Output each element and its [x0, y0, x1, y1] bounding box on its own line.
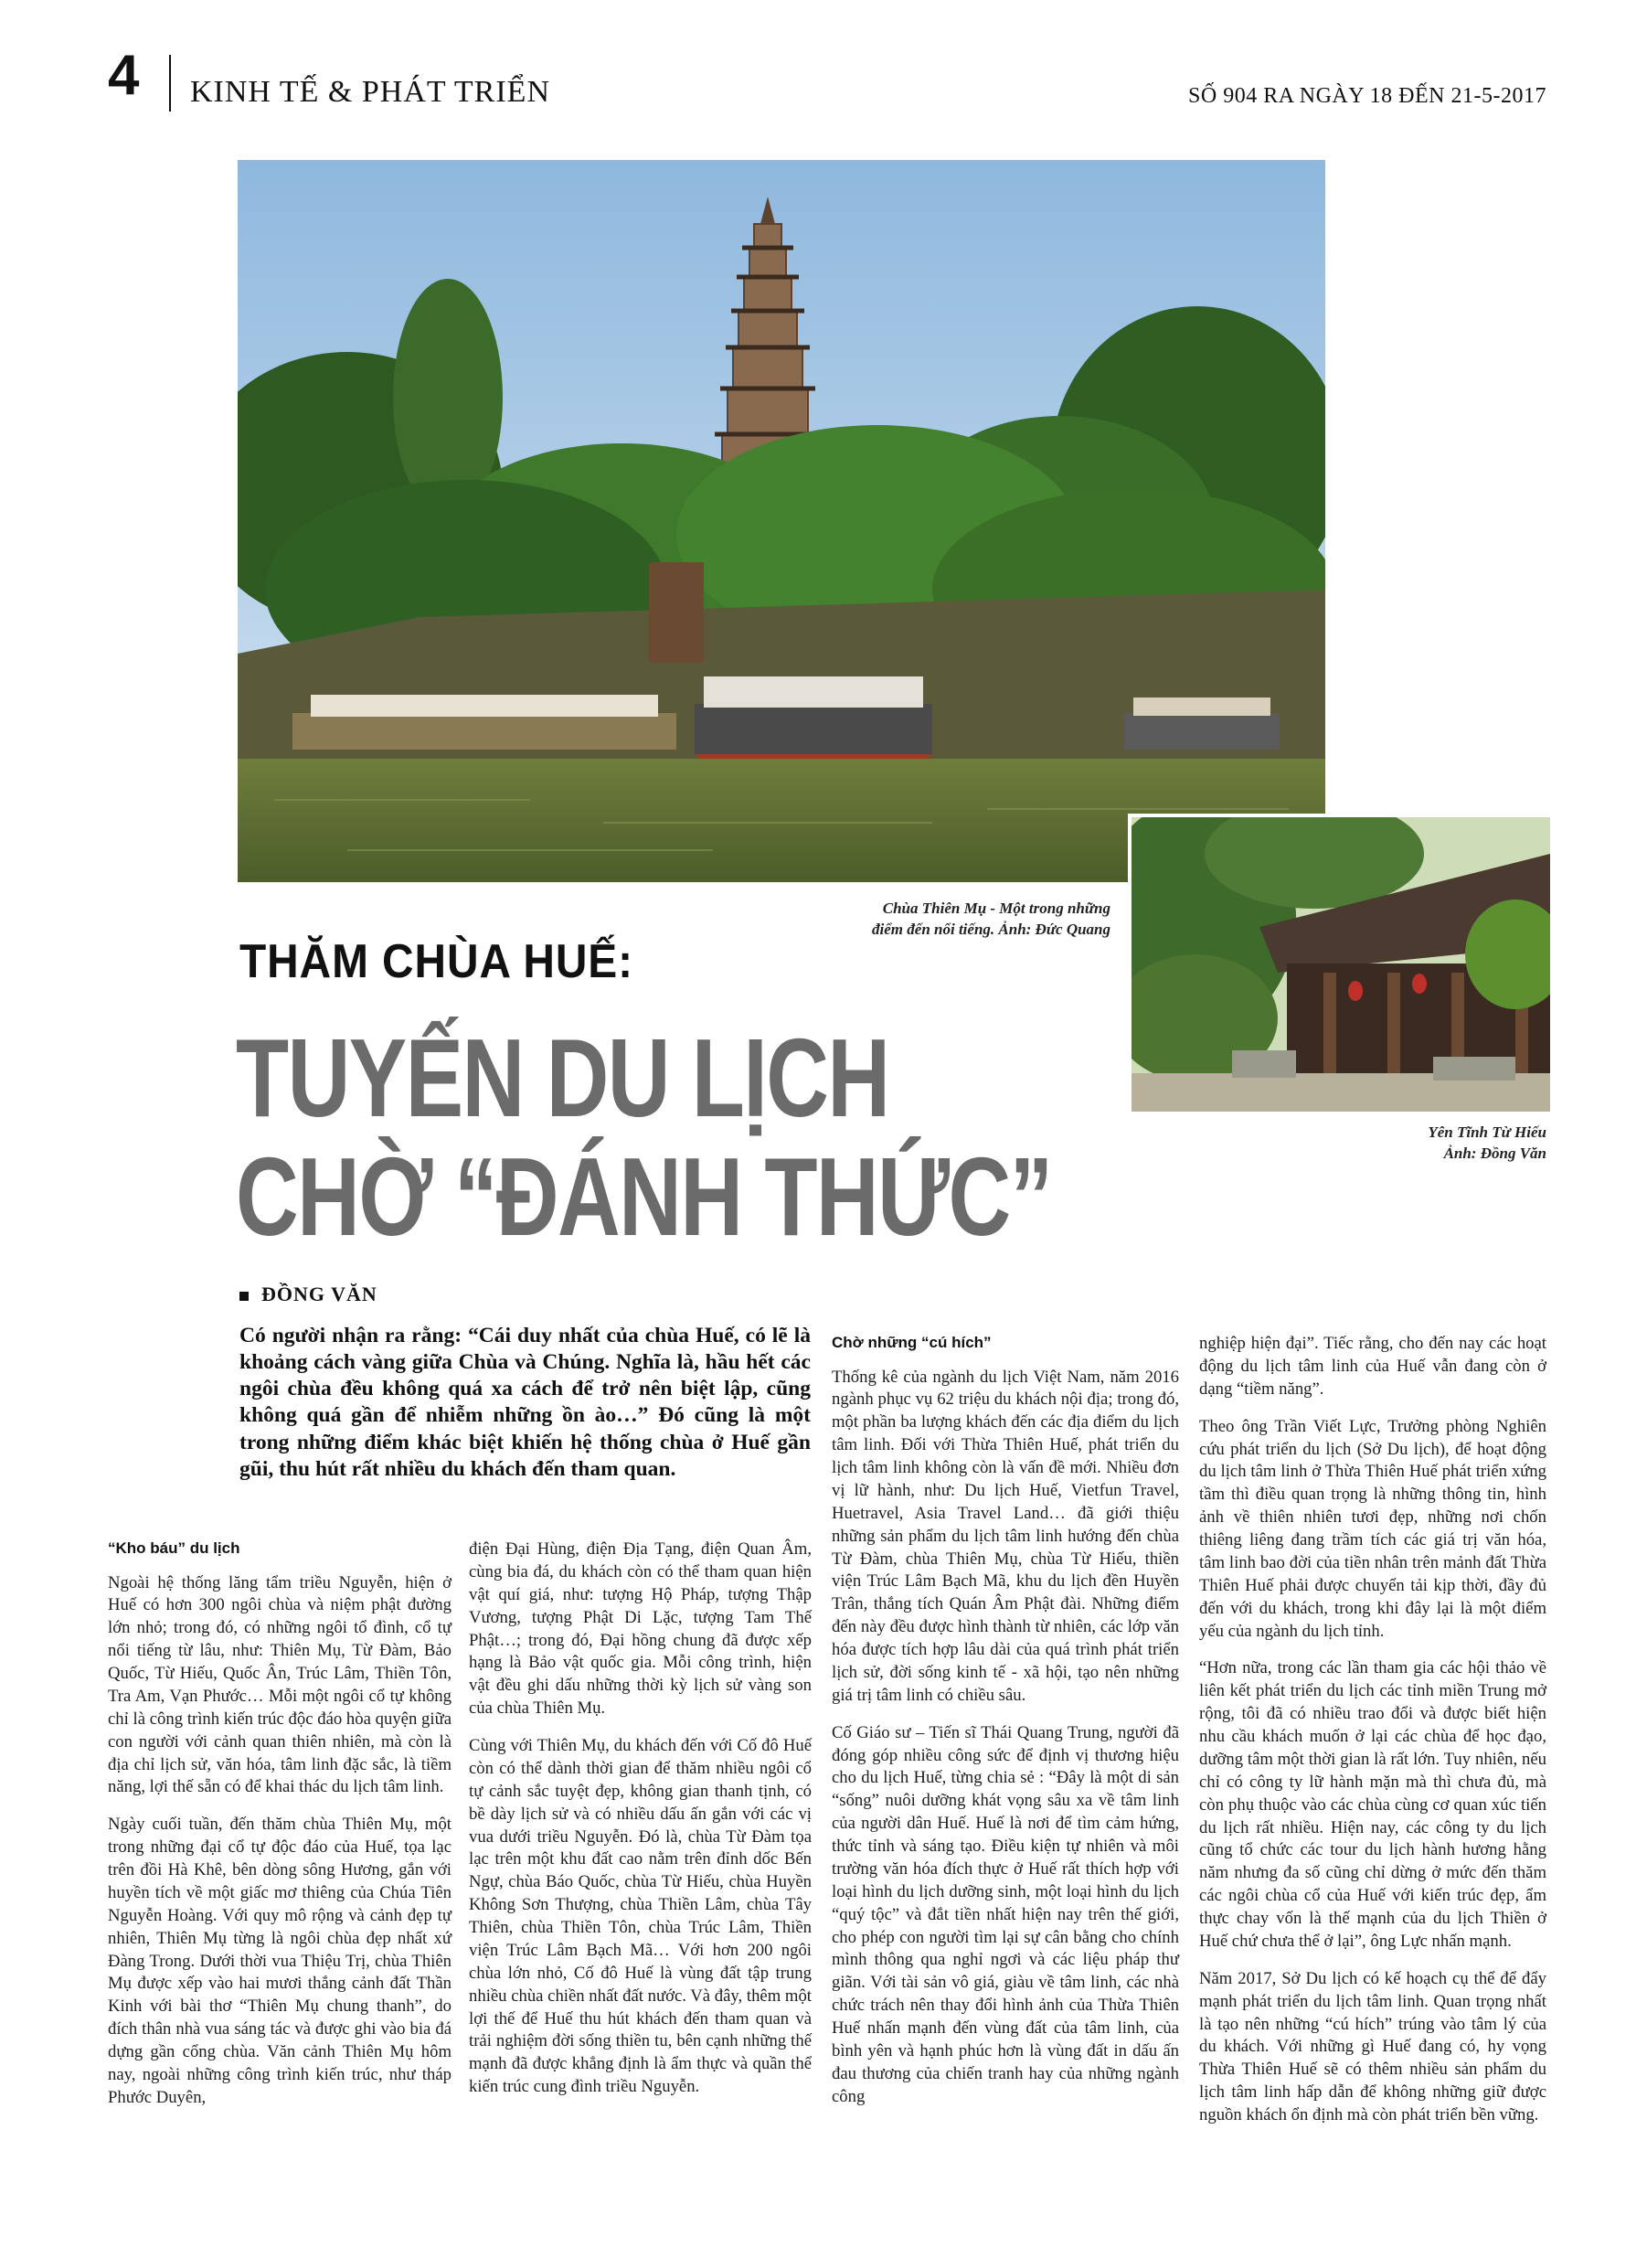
- headline-line-2: CHỜ “ĐÁNH THỨC”: [236, 1134, 1052, 1259]
- page-number: 4: [108, 44, 140, 107]
- photo-thien-mu-pagoda: [238, 160, 1325, 882]
- caption-main-line2: điểm đến nổi tiếng. Ảnh: Đức Quang: [872, 920, 1110, 938]
- body-column-2: [469, 1539, 812, 2114]
- caption-second-line1: Yên Tĩnh Từ Hiếu: [1428, 1123, 1546, 1141]
- paragraph: nghiệp hiện đại”. Tiếc rằng, cho đến nay các hoạt động du lịch tâm linh của Huế vẫn đang còn ở dạng “tiềm năng”.: [1199, 1334, 1546, 1399]
- paragraph: Cố Giáo sư – Tiến sĩ Thái Quang Trung, người đã đóng góp nhiều công sức để định vị thương hiệu cho du lịch Huế, từng chia sẻ : “Đây là một di sản “sống” nuôi dưỡng khát vọng sâu xa về tâm linh của người dân Huế. Huế là nơi để tìm cảm hứng, thức tỉnh và sáng tạo. Điều kiện tự nhiên và môi trường văn hóa đích thực ở Huế rất thích hợp với loại hình du lịch dưỡng sinh, một loại hình du lịch “quý tộc” và đắt tiền nhất hiện nay trên thế giới, cho phép con người tìm lại sự cân bằng cho chính mình thông qua nghỉ ngơi và các liệu pháp thư giãn. Với tài sản vô giá, giàu về tâm linh, các nhà chức trách nên thay đổi hình ảnh của Thừa Thiên Huế nhấn mạnh đến vùng đất của tâm linh, của bình yên và hạnh phúc hơn là vùng đất in dấu ấn đau thương của chiến tranh hay của những ngành công: [832, 1722, 1179, 2106]
- paragraph: Ngày cuối tuần, đến thăm chùa Thiên Mụ, một trong những đại cổ tự độc đáo của Huế, tọa lạc trên đồi Hà Khê, bên dòng sông Hương, gắn với huyền tích về một giấc mơ thiêng của Chúa Tiên Nguyễn Hoàng. Với quy mô rộng và cảnh đẹp tự nhiên, Thiên Mụ từng là ngôi chùa đẹp nhất xứ Đàng Trong. Dưới thời vua Thiệu Trị, chùa Thiên Mụ được xếp vào hai mươi thắng cảnh đất Thần Kinh với bài thơ “Thiên Mụ chung thanh”, do đích thân nhà vua sáng tác và được ghi vào bia đá dựng gần cổng chùa. Văn cảnh Thiên Mụ hôm nay, ngoài những công trình kiến trúc, như tháp Phước Duyên,: [108, 1815, 452, 2107]
- body-column-4: [1199, 1333, 1546, 2142]
- subhead-cu-hich: Chờ những “cú hích”: [832, 1334, 992, 1351]
- paragraph: Ngoài hệ thống lăng tẩm triều Nguyễn, hiện ở Huế có hơn 300 ngôi chùa và niệm phật đường lớn nhỏ; trong đó, có những ngôi tổ đình, cổ tự nổi tiếng từ lâu, như: Thiên Mụ, Từ Đàm, Bảo Quốc, Từ Hiếu, Quốc Ân, Trúc Lâm, Thiền Tôn, Tra Am, Vạn Phước… Mỗi một ngôi cổ tự không chỉ là công trình kiến trúc độc đáo hòa quyện giữa con người với cảnh quan thiên nhiên, mà còn là địa chỉ lịch sử, văn hóa, tâm linh đặc sắc, là tiềm năng, lợi thế sẵn có để khai thác du lịch tâm linh.: [108, 1572, 452, 1797]
- body-column-1: [108, 1539, 452, 2124]
- section-title: KINH TẾ & PHÁT TRIỂN: [190, 75, 550, 109]
- lead-paragraph: Có người nhận ra rằng: “Cái duy nhất của chùa Huế, có lẽ là khoảng cách vàng giữa Chùa và Chúng. Nghĩa là, hầu hết các ngôi chùa đều không quá xa cách để trở nên biệt lập, cũng không quá gần để nhiễm những ồn ào…” Đó cũng là một trong những điểm khác biệt khiến hệ thống chùa ở Huế gần gũi, thu hút rất nhiều du khách đến tham quan.: [239, 1324, 811, 1481]
- caption-second-line2: Ảnh: Đồng Văn: [1443, 1144, 1546, 1162]
- byline: [239, 1283, 377, 1306]
- caption-main-line1: Chùa Thiên Mụ - Một trong những: [882, 900, 1110, 917]
- subhead-kho-bau: “Kho báu” du lịch: [108, 1539, 240, 1557]
- paragraph: điện Đại Hùng, điện Địa Tạng, điện Quan Âm, cùng bia đá, du khách còn có thể tham quan hiện vật quí giá, như: tượng Hộ Pháp, tượng Thập Vương, tượng Phật Di Lặc, tượng Tam Thế Phật…; trong đó, Đại hồng chung đã được xếp hạng là Bảo vật quốc gia. Mỗi công trình, hiện vật đều ghi dấu những thời kỳ lịch sử vàng son của chùa Thiên Mụ.: [469, 1539, 812, 1719]
- author-name: ĐỒNG VĂN: [261, 1283, 377, 1305]
- paragraph: “Hơn nữa, trong các lần tham gia các hội thảo về liên kết phát triển du lịch các tỉnh miền Trung mở rộng, tôi đã có nhiều trao đổi và được biết hiện nhu cầu khách muốn ở lại các chùa để học đạo, dưỡng tâm một thời gian là rất lớn. Tuy nhiên, nếu chỉ có công ty lữ hành mặn mà thì chưa đủ, mà còn phụ thuộc vào các chùa cùng cơ quan xúc tiến du lịch rất nhiều. Hiện nay, các công ty du lịch cũng tổ chức các tour du lịch hành hương hằng năm nhưng đa số cũng chỉ dừng ở mức đến thăm các ngôi chùa cổ của Huế với kiến trúc đẹp, ẩm thực chay vốn là thế mạnh của du lịch Thiền ở Huế chứ chưa thể ở lại”, ông Lực nhấn mạnh.: [1199, 1658, 1546, 1951]
- paragraph: Cùng với Thiên Mụ, du khách đến với Cố đô Huế còn có thể dành thời gian để thăm nhiều ngôi cổ tự cảnh sắc tuyệt đẹp, không gian thanh tịnh, có bề dày lịch sử và có nhiều dấu ấn gắn với các vị vua dưới triều Nguyễn. Đó là, chùa Từ Đàm tọa lạc trên một khu đất cao nằm trên đỉnh dốc Bến Ngự, chùa Báo Quốc, chùa Từ Hiếu, chùa Huyền Không Sơn Thượng, chùa Thiền Lâm, chùa Tây Thiên, chùa Thiền Tôn, chùa Trúc Lâm, Thiền viện Trúc Lâm Bạch Mã… Với hơn 200 ngôi chùa lớn nhỏ, Cố đô Huế là vùng đất tập trung nhiều chùa chiền nhất đất nước. Và đây, thêm một lợi thế để Huế thu hút khách đến tham quan và trải nghiệm đời sống thiền tu, bên cạnh những thế mạnh đã được khẳng định là ẩm thực và quần thể kiến trúc cung đình triều Nguyễn.: [469, 1736, 812, 2097]
- headline-line-1: TUYẾN DU LỊCH: [236, 1016, 889, 1140]
- paragraph: Theo ông Trần Viết Lực, Trưởng phòng Nghiên cứu phát triển du lịch (Sở Du lịch), để hoạt động du lịch tâm linh ở Thừa Thiên Huế phát triển xứng tầm thì điều quan trọng là những thông tin, hình ảnh về thiên nhiên tươi đẹp, những nơi chốn thiêng liêng đang trầm tích các giá trị văn hóa, tâm linh bao đời của tiền nhân trên mảnh đất Thừa Thiên Huế phải được chuyển tải kịp thời, đầy đủ đến với du khách, trong khi đây lại là một điểm yếu của ngành du lịch tỉnh.: [1199, 1416, 1546, 1641]
- paragraph: Năm 2017, Sở Du lịch có kế hoạch cụ thể để đẩy mạnh phát triển du lịch tâm linh. Quan trọng nhất là tạo nên những “cú hích” trúng vào tâm lý của du khách. Với những gì Huế đang có, hy vọng Thừa Thiên Huế sẽ có thêm nhiều sản phẩm du lịch tâm linh hấp dẫn để không những giữ được nguồn khách ổn định mà còn phát triển bền vững.: [1199, 1968, 1546, 2124]
- issue-info: SỐ 904 RA NGÀY 18 ĐẾN 21-5-2017: [1188, 84, 1546, 108]
- article-kicker: THĂM CHÙA HUẾ:: [239, 935, 633, 988]
- photo-tu-hieu-temple: [1128, 814, 1554, 1115]
- header-divider: [169, 55, 171, 112]
- photo-caption-main: [786, 899, 1110, 941]
- byline-bullet-icon: [239, 1292, 249, 1301]
- temple-courtyard-illustration: [1132, 817, 1550, 1112]
- pagoda-river-illustration: [238, 160, 1325, 882]
- photo-caption-second: [1280, 1123, 1546, 1165]
- body-column-3: [832, 1333, 1179, 2124]
- paragraph: Thống kê của ngành du lịch Việt Nam, năm 2016 ngành phục vụ 62 triệu du khách nội địa; trong đó, một phần ba lượng khách đến các địa điểm du lịch tâm linh. Đối với Thừa Thiên Huế, phát triển du lịch tâm linh không còn là vấn đề mới. Nhiều đơn vị lữ hành, như: Du lịch Huế, Vietfun Travel, Huetravel, Asia Travel Land… đã giới thiệu những sản phẩm du lịch tâm linh hướng đến chùa Từ Đàm, chùa Thiên Mụ, chùa Từ Hiếu, thiền viện Trúc Lâm Bạch Mã, khu du lịch đền Huyền Trân, thắng tích Quán Âm Phật đài. Những điểm đến này đều được hình thành từ nhiên, các lớp văn hóa được tích hợp lâu dài của quá trình phát triển lịch sử, đời sống kinh tế - xã hội, tạo nên những giá trị tâm linh có chiều sâu.: [832, 1367, 1179, 1705]
